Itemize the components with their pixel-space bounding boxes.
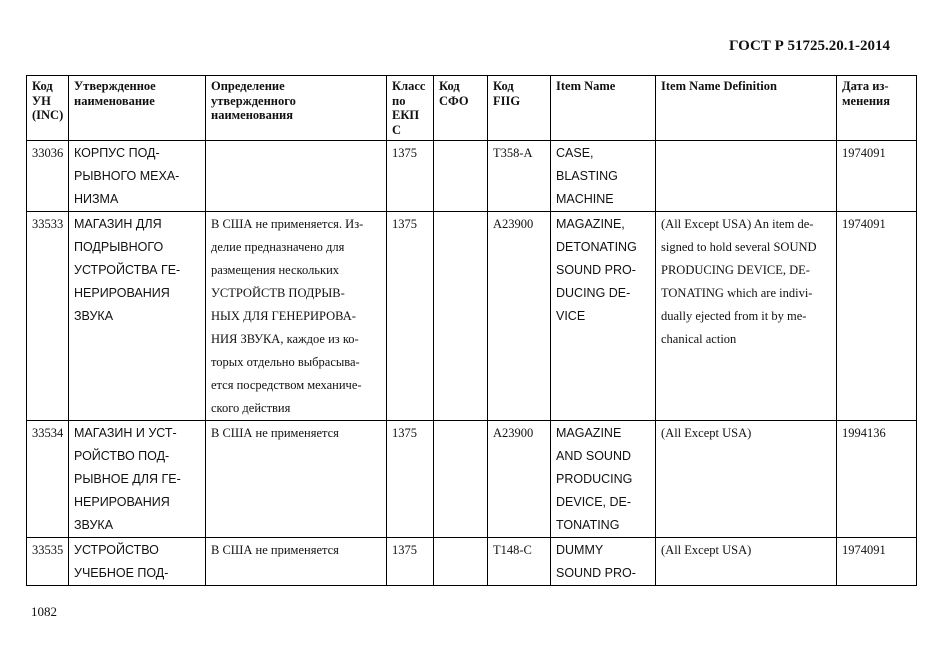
cell-approved-name: МАГАЗИН И УСТ- РОЙСТВО ПОД- РЫВНОЕ ДЛЯ ГЕ- НЕРИРОВАНИЯ ЗВУКА [69,421,206,538]
catalog-table [26,75,917,586]
cell-item-name-definition: (All Except USA) An item de- signed to hold several SOUND PRODUCING DEVICE, DE- TONATING which are indivi- dually ejected from it by me- chanical action [656,212,837,421]
cell-approved-name: МАГАЗИН ДЛЯ ПОДРЫВНОГО УСТРОЙСТВА ГЕ- НЕРИРОВАНИЯ ЗВУКА [69,212,206,421]
cell-fiig: A23900 [488,421,551,538]
header-sfo: Код СФО [434,76,488,141]
header-item-name-definition: Item Name Definition [656,76,837,141]
cell-change-date: 1994136 [837,421,917,538]
cell-fiig: T358-A [488,141,551,212]
table-row [27,141,917,212]
cell-item-name-definition [656,141,837,212]
cell-item-name: MAGAZINE, DETONATING SOUND PRO- DUCING DE- VICE [551,212,656,421]
cell-fiig: T148-C [488,538,551,586]
cell-inc: 33036 [27,141,69,212]
cell-definition [206,141,387,212]
header-approved-name: Утвержденное наименование [69,76,206,141]
cell-definition: В США не применяется [206,421,387,538]
table-row [27,421,917,538]
cell-class: 1375 [387,421,434,538]
cell-fiig: A23900 [488,212,551,421]
cell-item-name-definition: (All Except USA) [656,538,837,586]
header-inc: Код УН (INC) [27,76,69,141]
cell-class: 1375 [387,538,434,586]
standard-header: ГОСТ Р 51725.20.1-2014 [728,38,890,54]
cell-change-date: 1974091 [837,212,917,421]
cell-approved-name: КОРПУС ПОД- РЫВНОГО МЕХА- НИЗМА [69,141,206,212]
cell-change-date: 1974091 [837,538,917,586]
cell-inc: 33533 [27,212,69,421]
cell-sfo [434,538,488,586]
cell-sfo [434,421,488,538]
cell-approved-name: УСТРОЙСТВО УЧЕБНОЕ ПОД- [69,538,206,586]
cell-item-name: DUMMY SOUND PRO- [551,538,656,586]
table-header-row [27,76,917,141]
cell-item-name: CASE, BLASTING MACHINE [551,141,656,212]
cell-class: 1375 [387,212,434,421]
header-change-date: Дата из- менения [837,76,917,141]
cell-class: 1375 [387,141,434,212]
cell-inc: 33535 [27,538,69,586]
cell-change-date: 1974091 [837,141,917,212]
cell-sfo [434,212,488,421]
cell-sfo [434,141,488,212]
cell-inc: 33534 [27,421,69,538]
table-row [27,538,917,586]
cell-definition: В США не применяется. Из- делие предназначено для размещения нескольких УСТРОЙСТВ ПОДРЫВ- НЫХ ДЛЯ ГЕНЕРИРОВА- НИЯ ЗВУКА, каждое из ко- торых отдельно выбрасыва- ется посредством механиче- ского действия [206,212,387,421]
header-definition: Определение утвержденного наименования [206,76,387,141]
cell-definition: В США не применяется [206,538,387,586]
page-number: 1082 [31,604,57,619]
header-item-name: Item Name [551,76,656,141]
cell-item-name: MAGAZINE AND SOUND PRODUCING DEVICE, DE- TONATING [551,421,656,538]
cell-item-name-definition: (All Except USA) [656,421,837,538]
header-class: Класс по ЕКП С [387,76,434,141]
header-fiig: Код FIIG [488,76,551,141]
table-row [27,212,917,421]
